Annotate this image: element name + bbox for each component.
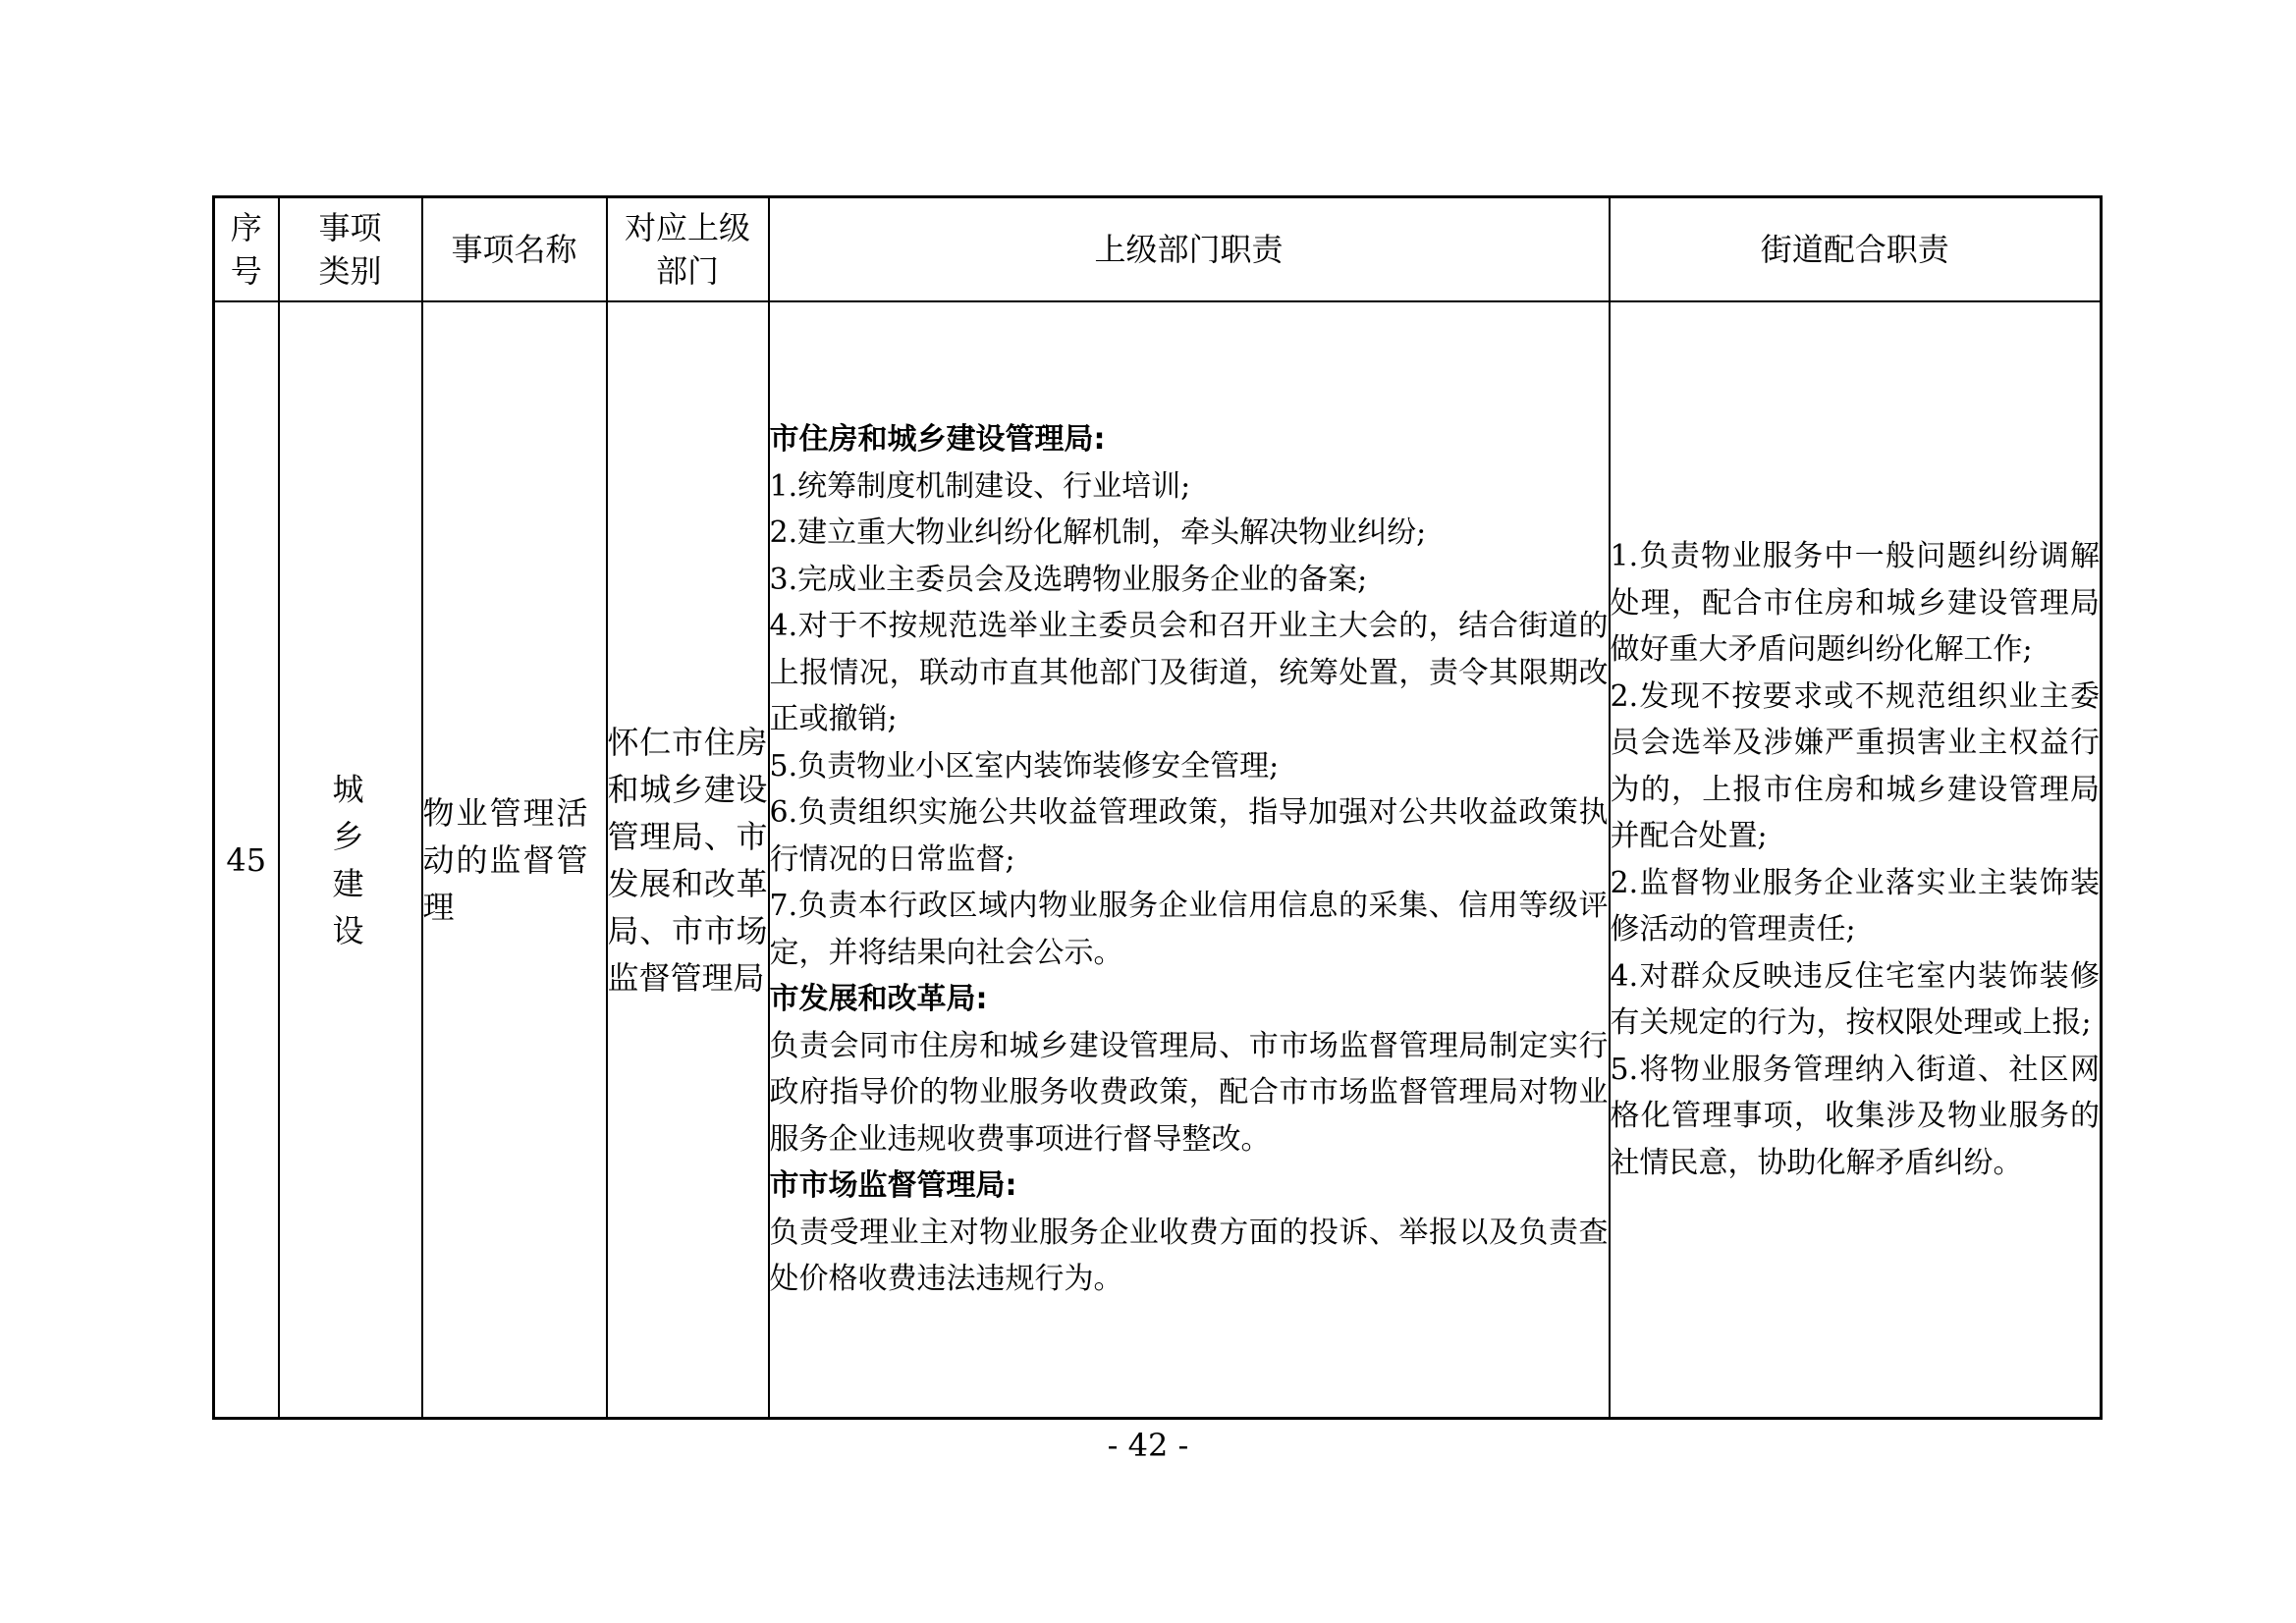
cell-upper-dept <box>607 301 769 1419</box>
header-seq: 序号 <box>214 197 279 302</box>
header-name: 事项名称 <box>422 197 607 302</box>
upper-section <box>770 976 1609 1163</box>
header-category: 事项类别 <box>279 197 422 302</box>
street-item: 1.负责物业服务中一般问题纠纷调解处理，配合市住房和城乡建设管理局做好重大矛盾问题纠纷化解工作; <box>1610 539 2100 667</box>
duty-item: 负责会同市住房和城乡建设管理局、市市场监督管理局制定实行政府指导价的物业服务收费政策，配合市市场监督管理局对物业服务企业违规收费事项进行督导整改。 <box>769 1028 1609 1157</box>
street-item: 2.监督物业服务企业落实业主装饰装修活动的管理责任; <box>1610 865 2100 947</box>
section-org: 市发展和改革局: <box>769 982 988 1017</box>
duty-item: 负责受理业主对物业服务企业收费方面的投诉、举报以及负责查处价格收费违法违规行为。 <box>769 1215 1609 1297</box>
cell-seq: 45 <box>214 301 279 1419</box>
street-item: 4.对群众反映违反住宅室内装饰装修有关规定的行为，按权限处理或上报; <box>1610 958 2100 1040</box>
duty-item: 7.负责本行政区域内物业服务企业信用信息的采集、信用等级评定，并将结果向社会公示。 <box>769 889 1609 970</box>
duty-item: 2.建立重大物业纠纷化解机制，牵头解决物业纠纷; <box>769 515 1427 551</box>
upper-dept-text: 怀仁市住房和城乡建设管理局、市发展和改革局、市市场监督管理局 <box>607 723 768 997</box>
upper-section <box>770 1163 1609 1303</box>
cell-street-duty <box>1610 301 2102 1419</box>
header-street-duty: 街道配合职责 <box>1610 197 2102 302</box>
header-row <box>214 197 2102 302</box>
header-upper-duty: 上级部门职责 <box>769 197 1610 302</box>
street-item: 5.将物业服务管理纳入街道、社区网格化管理事项，收集涉及物业服务的社情民意，协助化解矛盾纠纷。 <box>1610 1052 2100 1180</box>
cell-name: 物业管理活动的监督管理 <box>422 301 607 1419</box>
table-row <box>214 301 2102 1419</box>
cell-upper-duty <box>769 301 1610 1419</box>
header-upper-dept: 对应上级部门 <box>607 197 769 302</box>
duty-table <box>212 195 2103 1420</box>
page-number: - 42 - <box>1107 1427 1189 1464</box>
street-item: 2.发现不按要求或不规范组织业主委员会选举及涉嫌严重损害业主权益行为的，上报市住房和城乡建设管理局并配合处置; <box>1610 678 2100 853</box>
section-org: 市住房和城乡建设管理局: <box>769 422 1106 458</box>
duty-item: 1.统筹制度机制建设、行业培训; <box>769 468 1191 504</box>
duty-item: 5.负责物业小区室内装饰装修安全管理; <box>769 748 1280 784</box>
duty-item: 6.负责组织实施公共收益管理政策，指导加强对公共收益政策执行情况的日常监督; <box>769 795 1609 877</box>
section-org: 市市场监督管理局: <box>769 1168 1017 1204</box>
duty-item: 3.完成业主委员会及选聘物业服务企业的备案; <box>769 562 1368 597</box>
upper-section <box>770 416 1609 976</box>
duty-item: 4.对于不按规范选举业主委员会和召开业主大会的，结合街道的上报情况，联动市直其他部门及街道，统筹处置，责令其限期改正或撤销; <box>769 609 1609 737</box>
cell-category: 城乡建设 <box>279 301 422 1419</box>
